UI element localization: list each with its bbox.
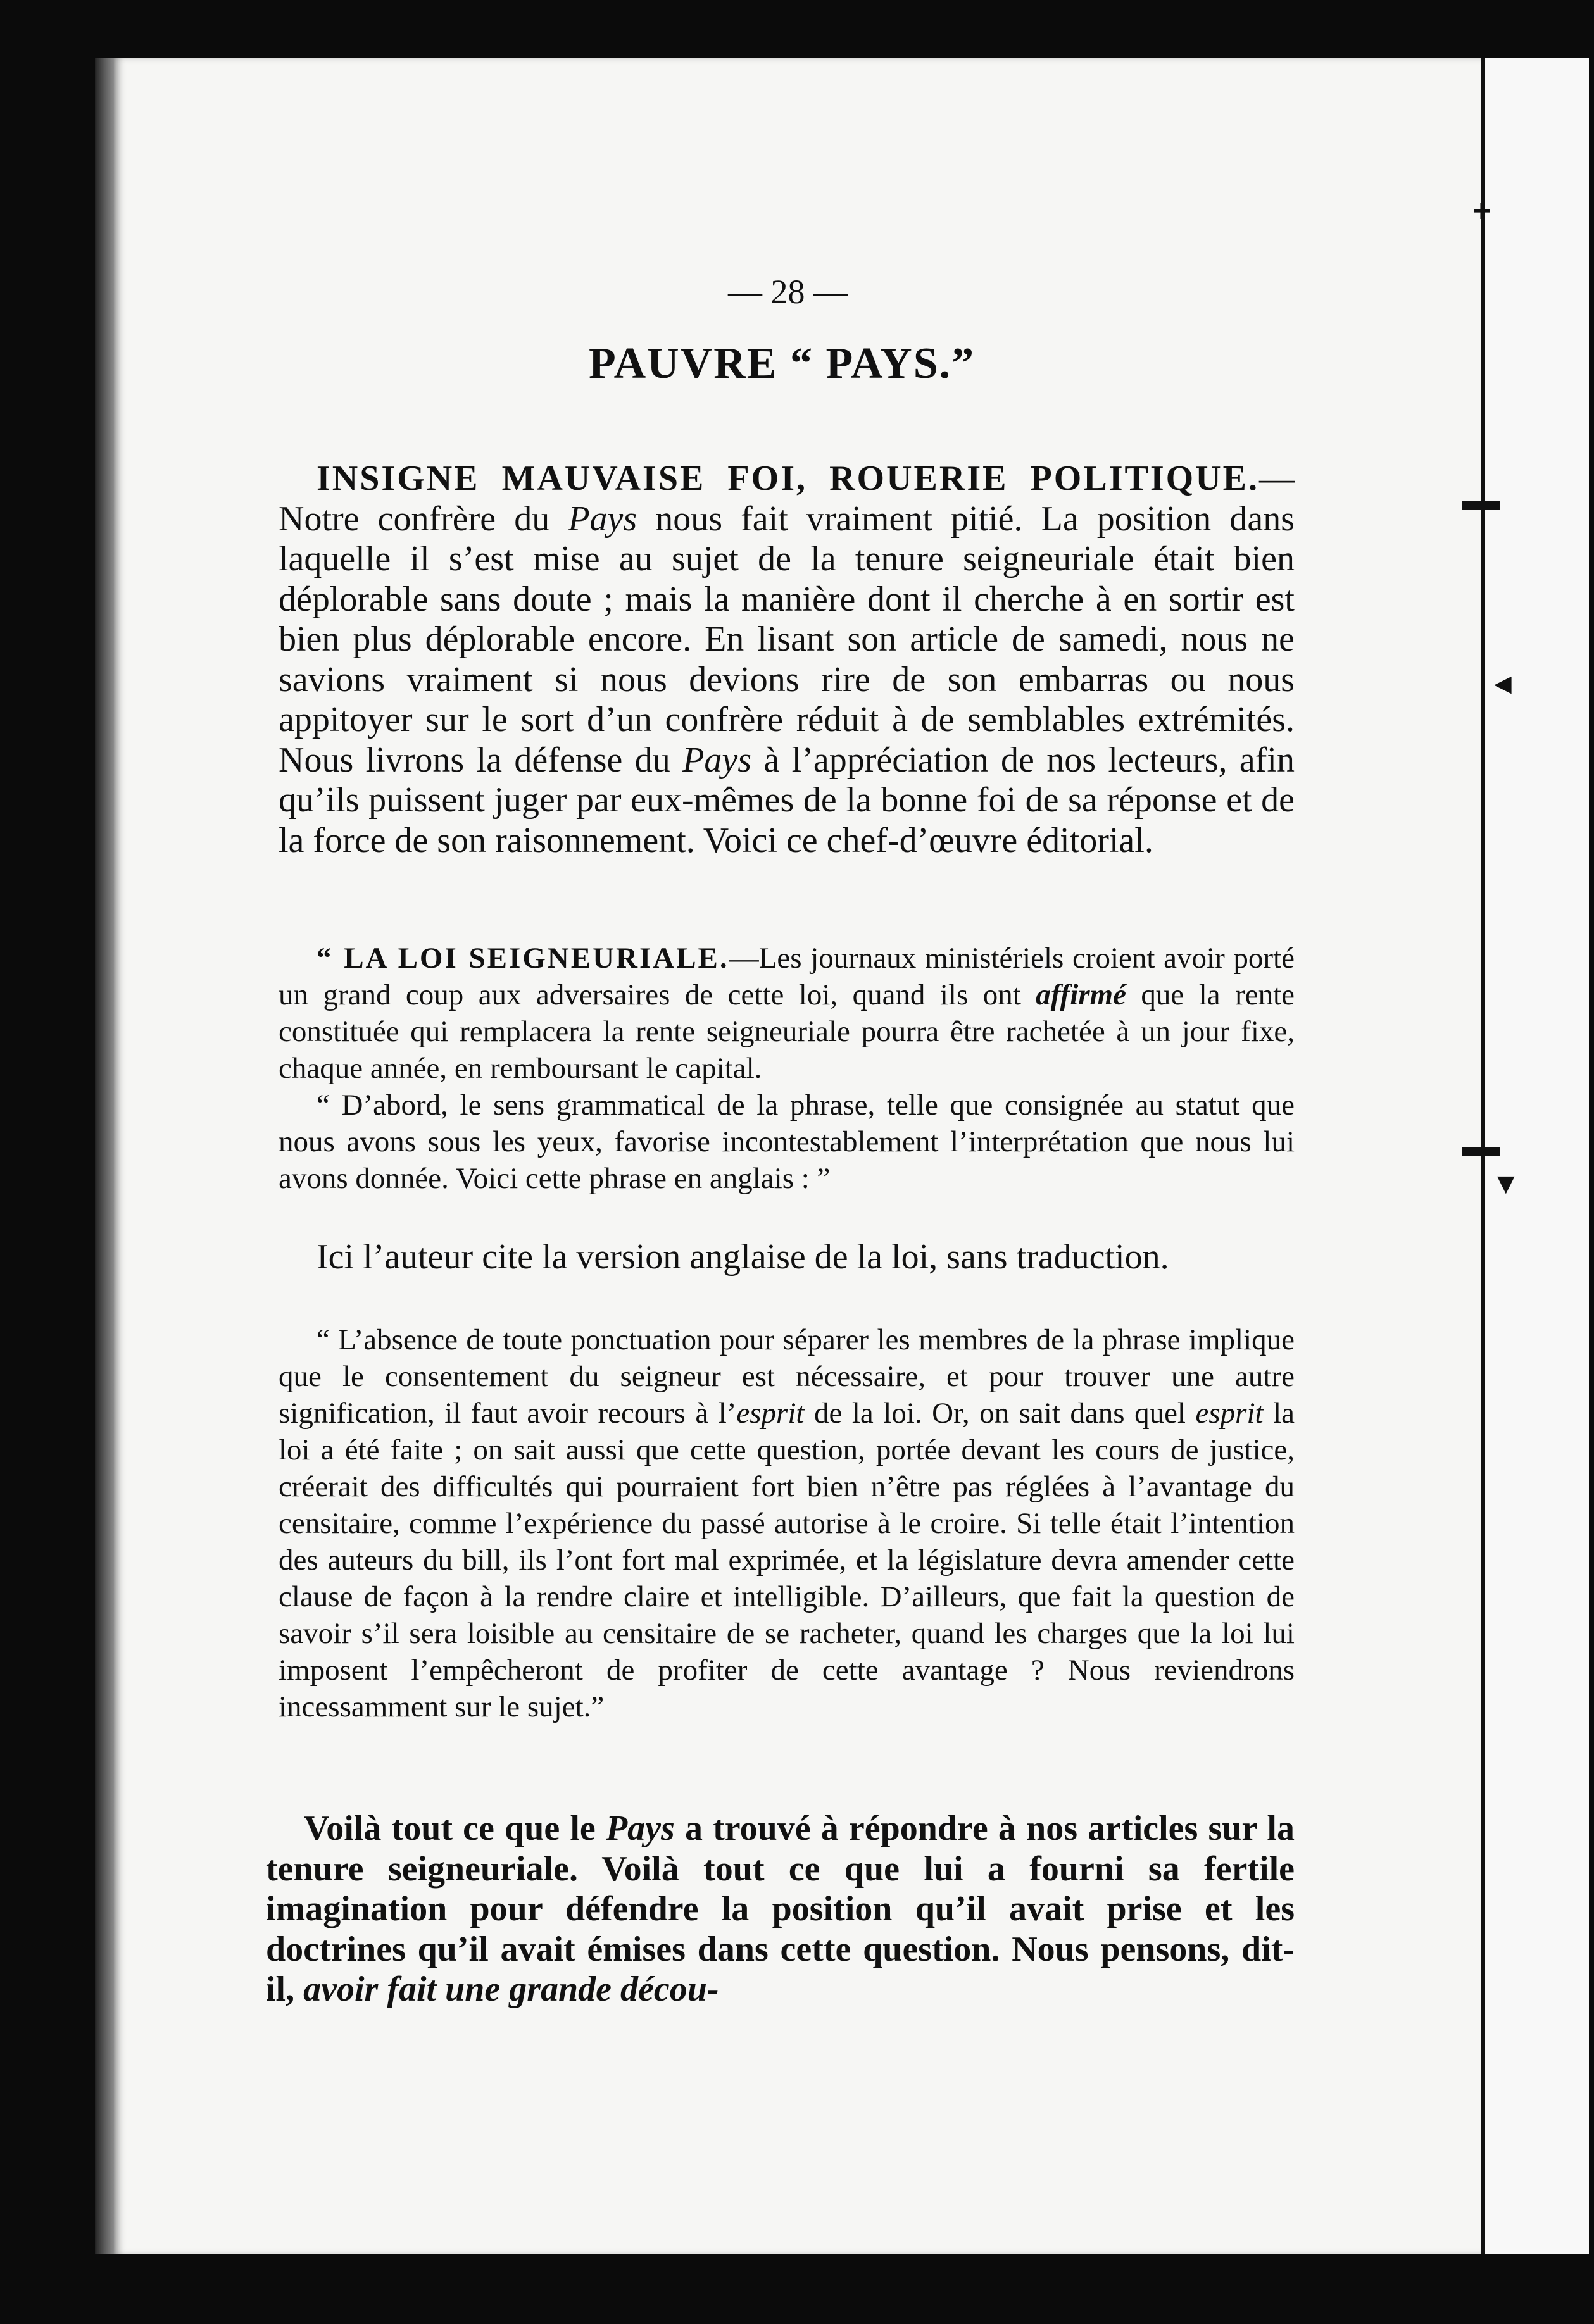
scan-arrow-mark: ▼ (1497, 1171, 1515, 1197)
scan-right-margin (1471, 58, 1589, 2254)
scan-tick-mark (1462, 501, 1500, 510)
quote-lead: “ LA LOI SEIGNEURIALE. (317, 942, 729, 975)
article-heading: PAUVRE “ PAYS.” (589, 339, 976, 388)
quote-loi-seigneuriale: “ LA LOI SEIGNEURIALE.—Les journaux ministériels croient avoir porté un grand coup aux adversaires de cette loi, quand ils ont affirmé que la rente constituée qui remplacera la rente seigneuriale pourra être rachetée à un jour fixe, chaque année, en remboursant le capital. “ D’abord, le sens grammatical de la phrase, telle que consignée au statut que nous avons sous les yeux, favorise incontestablement l’interprétation que nous lui avons donnée. Voici cette phrase en anglais : ” (279, 940, 1295, 1197)
section-lead: INSIGNE MAUVAISE FOI, ROUERIE POLITIQUE. (317, 459, 1259, 498)
scan-arrow-mark: ◀ (1494, 671, 1512, 697)
scan-tick-mark: + (1471, 196, 1493, 225)
page-left-edge (95, 58, 116, 2254)
paragraph-conclusion: Voilà tout ce que le Pays a trouvé à répondre à nos articles sur la tenure seigneuriale. Voilà tout ce que lui a fourni sa fertile imagination pour défendre la position qu’il avait prise et les doctrines qu’il avait émises dans cette question. Nous pensons, dit-il, avoir fait une grande décou- (266, 1809, 1295, 2009)
paragraph-citation: Ici l’auteur cite la version anglaise de la loi, sans traduction. (317, 1237, 1169, 1277)
scan-border-line (1481, 58, 1485, 2254)
quote-ponctuation: “ L’absence de toute ponctuation pour séparer les membres de la phrase implique que le consentement du seigneur est nécessaire, et pour trouver une autre signification, il faut avoir recours à l’esprit de la loi. Or, on sait dans quel esprit la loi a été faite ; on sait aussi que cette question, portée devant les cours de justice, créerait des difficultés qui pourraient fort bien n’être pas réglées à l’avantage du censitaire, comme l’expérience du passé autorise à le croire. Si telle était l’intention des auteurs du bill, ils l’ont fort mal exprimée, et la législature devra amender cette clause de façon à la rendre claire et intelligible. D’ailleurs, que fait la question de savoir s’il sera loisible au censitaire de se racheter, quand les charges que la loi lui imposent l’empêcheront de profiter de cette avantage ? Nous reviendrons incessamment sur le sujet.” (279, 1323, 1295, 1723)
paragraph-intro: INSIGNE MAUVAISE FOI, ROUERIE POLITIQUE.—Notre confrère du Pays nous fait vraiment pitié. La position dans laquelle il s’est mise au sujet de la tenure seigneuriale était bien déplorable sans doute ; mais la manière dont il cherche à en sortir est bien plus déplorable encore. En lisant son article de samedi, nous ne savions vraiment si nous devions rire de son embarras ou nous appitoyer sur le sort d’un confrère réduit à de semblables extrémités. Nous livrons la défense du Pays à l’appréciation de nos lecteurs, afin qu’ils puissent juger par eux-mêmes de la bonne foi de sa réponse et de la force de son raisonnement. Voici ce chef-d’œuvre éditorial. (279, 459, 1295, 860)
quote-paragraph: “ D’abord, le sens grammatical de la phrase, telle que consignée au statut que nous avons sous les yeux, favorise incontestablement l’interprétation que nous lui avons donnée. Voici cette phrase en anglais : ” (279, 1089, 1295, 1195)
scan-tick-mark (1462, 1147, 1500, 1156)
page-number: — 28 — (728, 273, 848, 311)
